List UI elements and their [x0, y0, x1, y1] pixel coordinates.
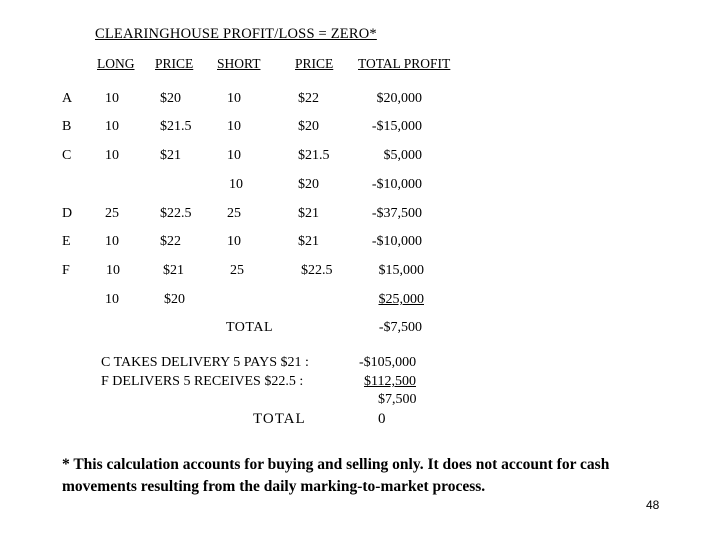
- long-qty: 10: [106, 263, 120, 278]
- header-long: LONG: [97, 56, 135, 71]
- short-price: $21: [298, 234, 319, 249]
- total-profit: $20,000: [376, 91, 422, 106]
- delivery-value-f: $112,500: [364, 374, 416, 389]
- long-qty: 10: [105, 119, 119, 134]
- final-total-label: TOTAL: [253, 411, 306, 427]
- short-price: $20: [298, 119, 319, 134]
- short-qty: 25: [227, 206, 241, 221]
- short-qty: 10: [227, 148, 241, 163]
- short-price: $20: [298, 177, 319, 192]
- party-label: B: [62, 119, 72, 134]
- party-label: C: [62, 148, 72, 163]
- total-value: -$7,500: [378, 320, 422, 335]
- total-profit: $15,000: [378, 263, 424, 278]
- party-label: A: [62, 91, 73, 106]
- long-price: $22.5: [160, 206, 192, 221]
- short-price: $21: [298, 206, 319, 221]
- long-qty: 10: [105, 91, 119, 106]
- total-label: TOTAL: [226, 320, 274, 335]
- delivery-text-c: C TAKES DELIVERY 5 PAYS $21 :: [101, 355, 309, 370]
- total-profit: -$15,000: [371, 119, 422, 134]
- short-price: $21.5: [298, 148, 330, 163]
- delivery-text-f: F DELIVERS 5 RECEIVES $22.5 :: [101, 374, 304, 389]
- total-profit: $25,000: [378, 292, 424, 307]
- header-long-price: PRICE: [155, 56, 194, 71]
- total-profit: -$37,500: [371, 206, 422, 221]
- long-qty: 10: [105, 148, 119, 163]
- short-price: $22.5: [301, 263, 333, 278]
- party-label: F: [62, 263, 70, 278]
- footnote: * This calculation accounts for buying and selling only. It does not account for cash movements resulting from the daily marking-to-market process.: [62, 456, 610, 495]
- long-qty: 10: [105, 292, 119, 307]
- short-qty: 10: [229, 177, 243, 192]
- long-price: $21: [160, 148, 181, 163]
- short-qty: 10: [227, 91, 241, 106]
- short-qty: 10: [227, 234, 241, 249]
- delivery-value-c: -$105,000: [359, 355, 417, 370]
- slide-number: 48: [646, 498, 660, 512]
- party-label: D: [62, 206, 73, 221]
- delivery-subtotal: $7,500: [378, 392, 417, 407]
- total-profit: -$10,000: [371, 234, 422, 249]
- long-price: $20: [160, 91, 181, 106]
- long-price: $20: [164, 292, 185, 307]
- short-price: $22: [298, 91, 319, 106]
- long-qty: 10: [105, 234, 119, 249]
- header-total-profit: TOTAL PROFIT: [358, 56, 451, 71]
- total-profit: $5,000: [383, 148, 422, 163]
- header-short: SHORT: [217, 56, 261, 71]
- page-title: CLEARINGHOUSE PROFIT/LOSS = ZERO*: [95, 26, 377, 42]
- long-price: $22: [160, 234, 181, 249]
- long-price: $21: [163, 263, 184, 278]
- short-qty: 10: [227, 119, 241, 134]
- long-qty: 25: [105, 206, 119, 221]
- party-label: E: [62, 234, 71, 249]
- long-price: $21.5: [160, 119, 192, 134]
- final-total-value: 0: [378, 411, 386, 427]
- total-profit: -$10,000: [371, 177, 422, 192]
- short-qty: 25: [230, 263, 244, 278]
- header-short-price: PRICE: [295, 56, 334, 71]
